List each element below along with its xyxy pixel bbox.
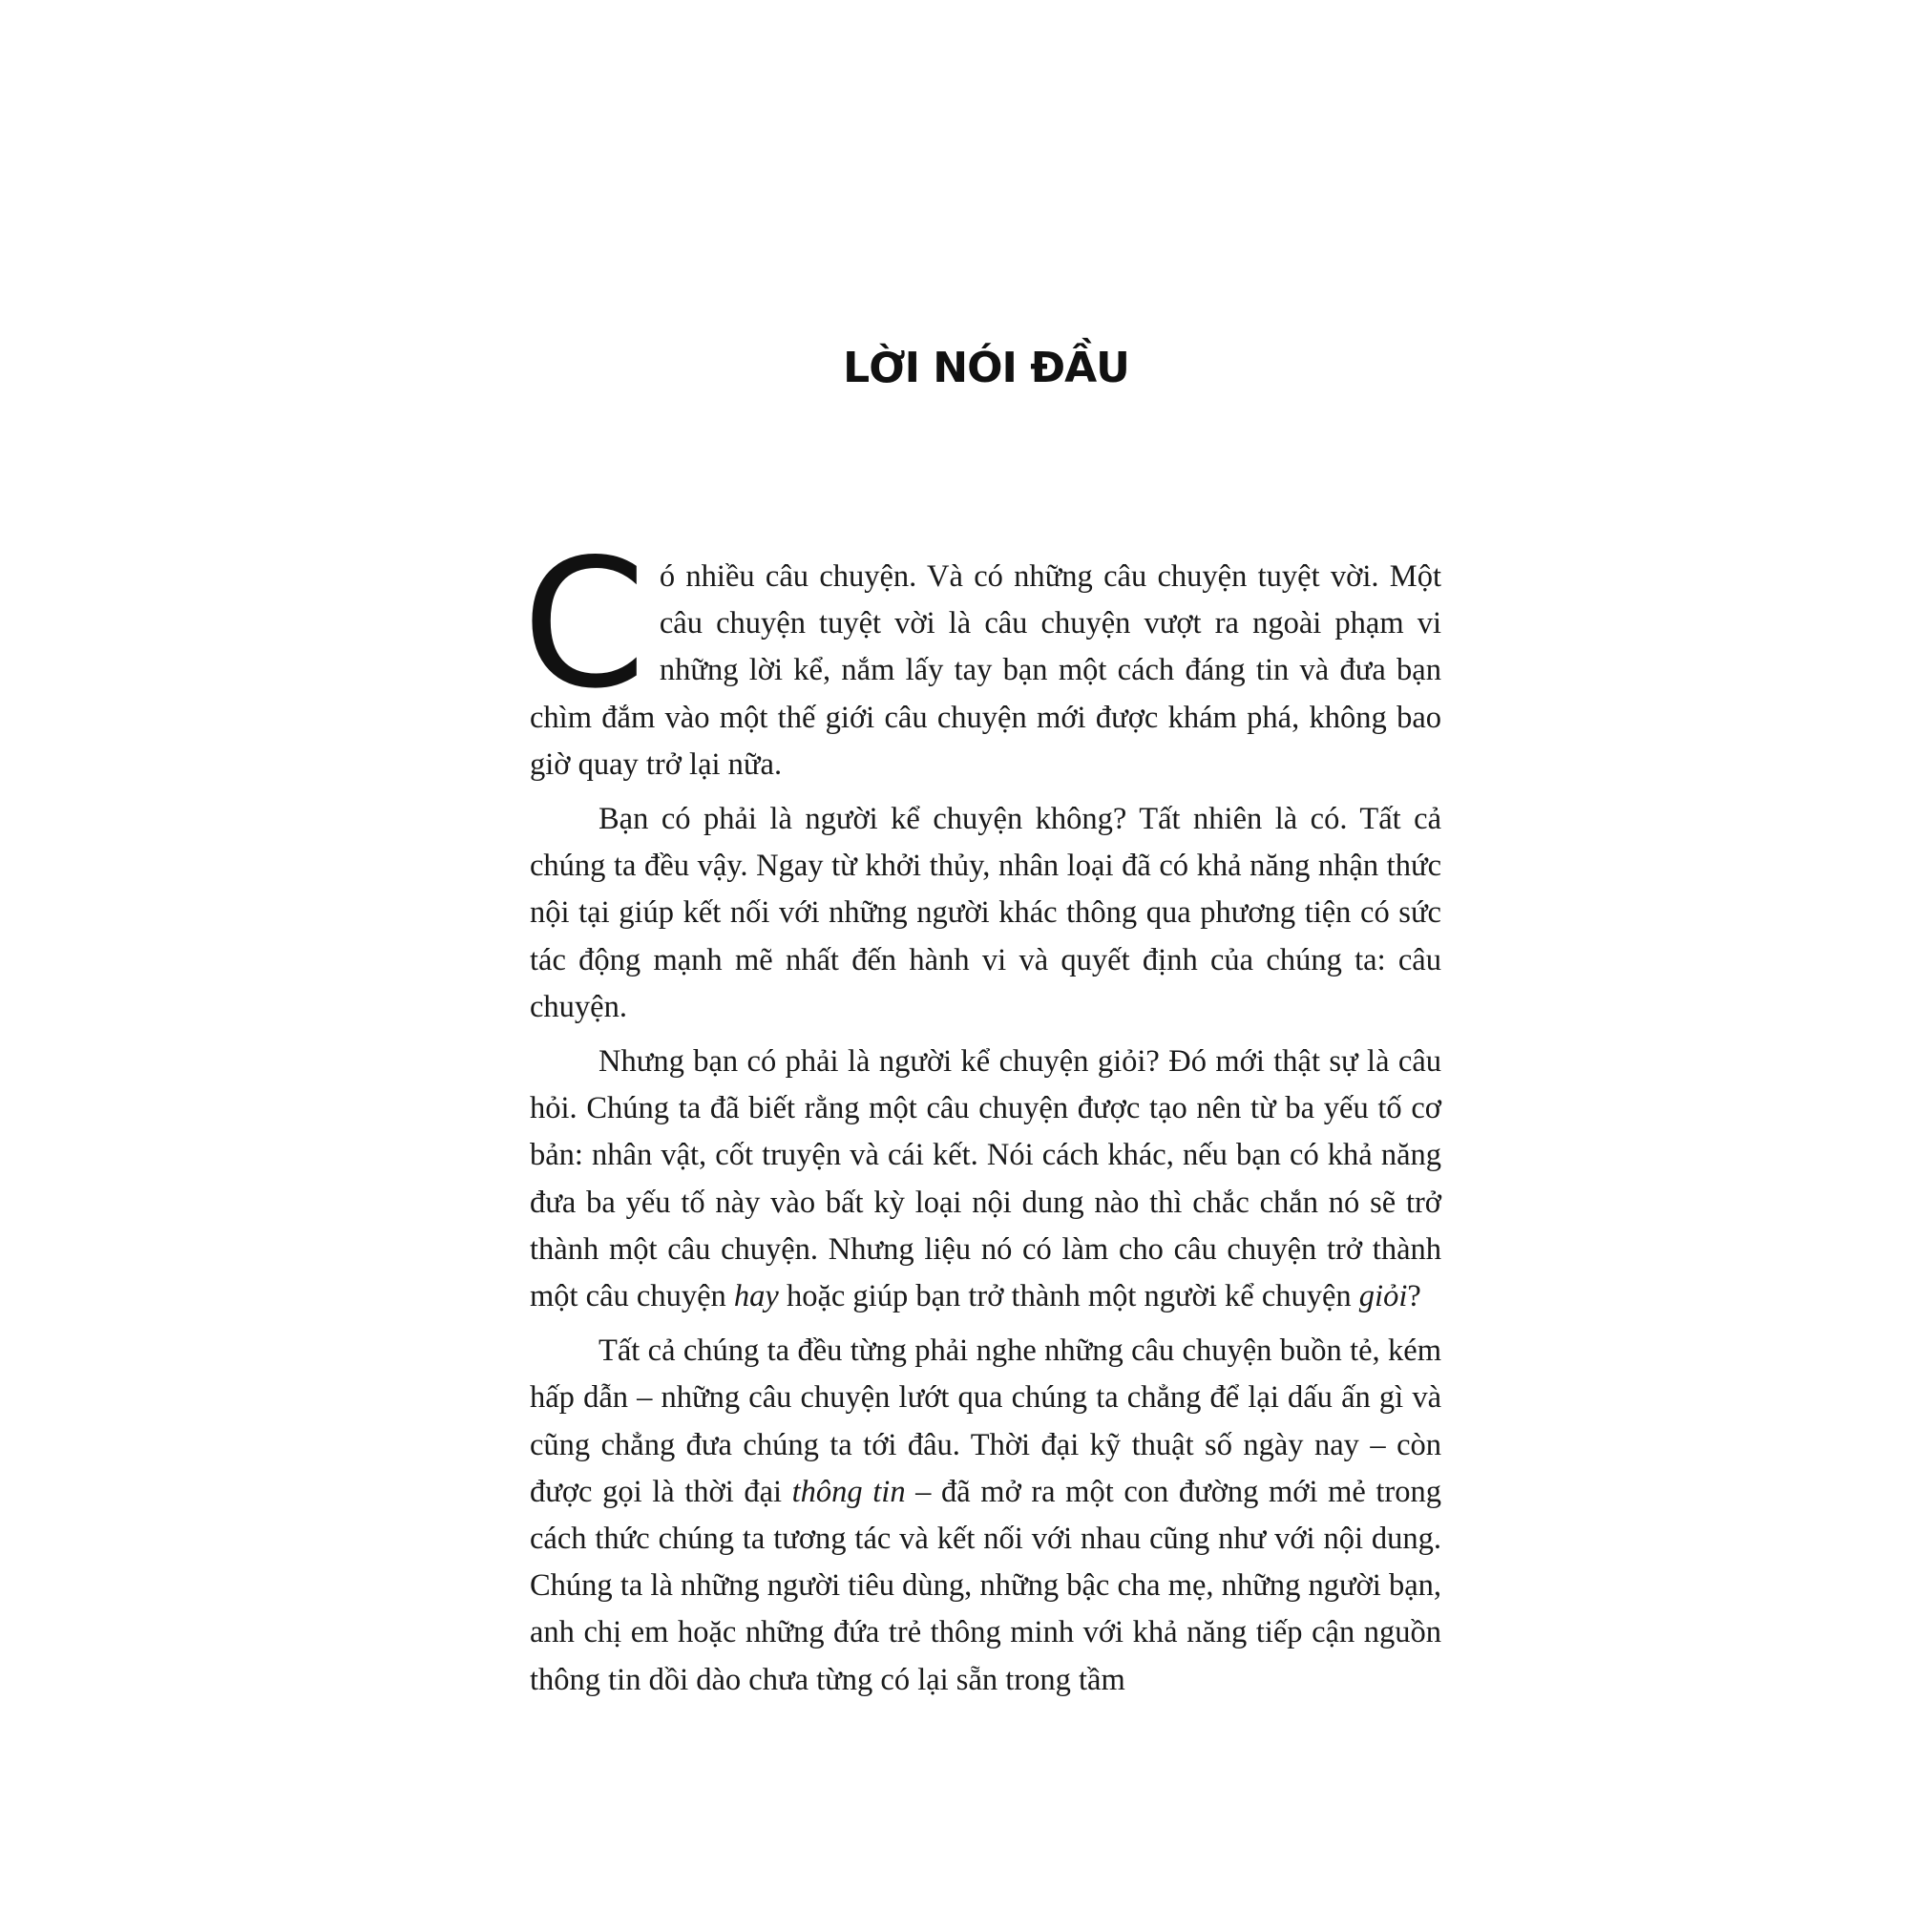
- emphasis-hay: hay: [733, 1279, 779, 1314]
- body-text: [522, 520, 1441, 1712]
- paragraph-3-text-a: Nhưng bạn có phải là người kể chuyện giỏi? Đó mới thật sự là câu hỏi. Chúng ta đã biết rằng một câu chuyện được tạo nên từ ba yếu tố cơ bản: nhân vật, cốt truyện và cái kết. Nói cách khác, nếu bạn có khả năng đưa ba yếu tố này vào bất kỳ loại nội dung nào thì chắc chắn nó sẽ trở thành một câu chuyện. Nhưng liệu nó có làm cho câu chuyện trở thành một câu chuyện: [530, 1044, 1441, 1314]
- emphasis-thong-tin: thông tin: [791, 1474, 906, 1509]
- paragraph-1-text: ó nhiều câu chuyện. Và có những câu chuyện tuyệt vời. Một câu chuyện tuyệt vời là câu chuyện vượt ra ngoài phạm vi những lời kể, nắm lấy tay bạn một cách đáng tin và đưa bạn chìm đắm vào một thế giới câu chuyện mới được khám phá, không bao giờ quay trở lại nữa.: [530, 559, 1441, 782]
- paragraph-4-text-a: Tất cả chúng ta đều từng phải nghe những câu chuyện buồn tẻ, kém hấp dẫn – những câu chuyện lướt qua chúng ta chẳng để lại dấu ấn gì và cũng chẳng đưa chúng ta tới đâu. Thời đại kỹ thuật số ngày nay – còn được gọi là thời đại: [530, 1334, 1441, 1509]
- paragraph-3-text-c: ?: [1407, 1279, 1421, 1314]
- paragraph-3-text-b: hoặc giúp bạn trở thành một người kể chuyện: [778, 1279, 1359, 1314]
- paragraph-2-text: Bạn có phải là người kể chuyện không? Tất nhiên là có. Tất cả chúng ta đều vậy. Ngay từ khởi thủy, nhân loại đã có khả năng nhận thức nội tại giúp kết nối với những người khác thông qua phương tiện có sức tác động mạnh mẽ nhất đến hành vi và quyết định của chúng ta: câu chuyện.: [530, 802, 1441, 1024]
- drop-cap-letter: C: [522, 520, 646, 727]
- paragraph-4-text-b: – đã mở ra một con đường mới mẻ trong cách thức chúng ta tương tác và kết nối với nhau cũng như với nội dung. Chúng ta là những người tiêu dùng, những bậc cha mẹ, những người bạn, anh chị em hoặc những đứa trẻ thông minh với khả năng tiếp cận nguồn thông tin dồi dào chưa từng có lại sẵn trong tầm: [530, 1474, 1441, 1697]
- paragraph-1: [522, 520, 1441, 788]
- emphasis-gioi: giỏi: [1358, 1279, 1408, 1314]
- paragraph-2: [530, 796, 1441, 1031]
- paragraph-4: [530, 1328, 1441, 1704]
- chapter-title: LỜI NÓI ĐẦU: [843, 344, 1129, 392]
- paragraph-3: [530, 1039, 1441, 1320]
